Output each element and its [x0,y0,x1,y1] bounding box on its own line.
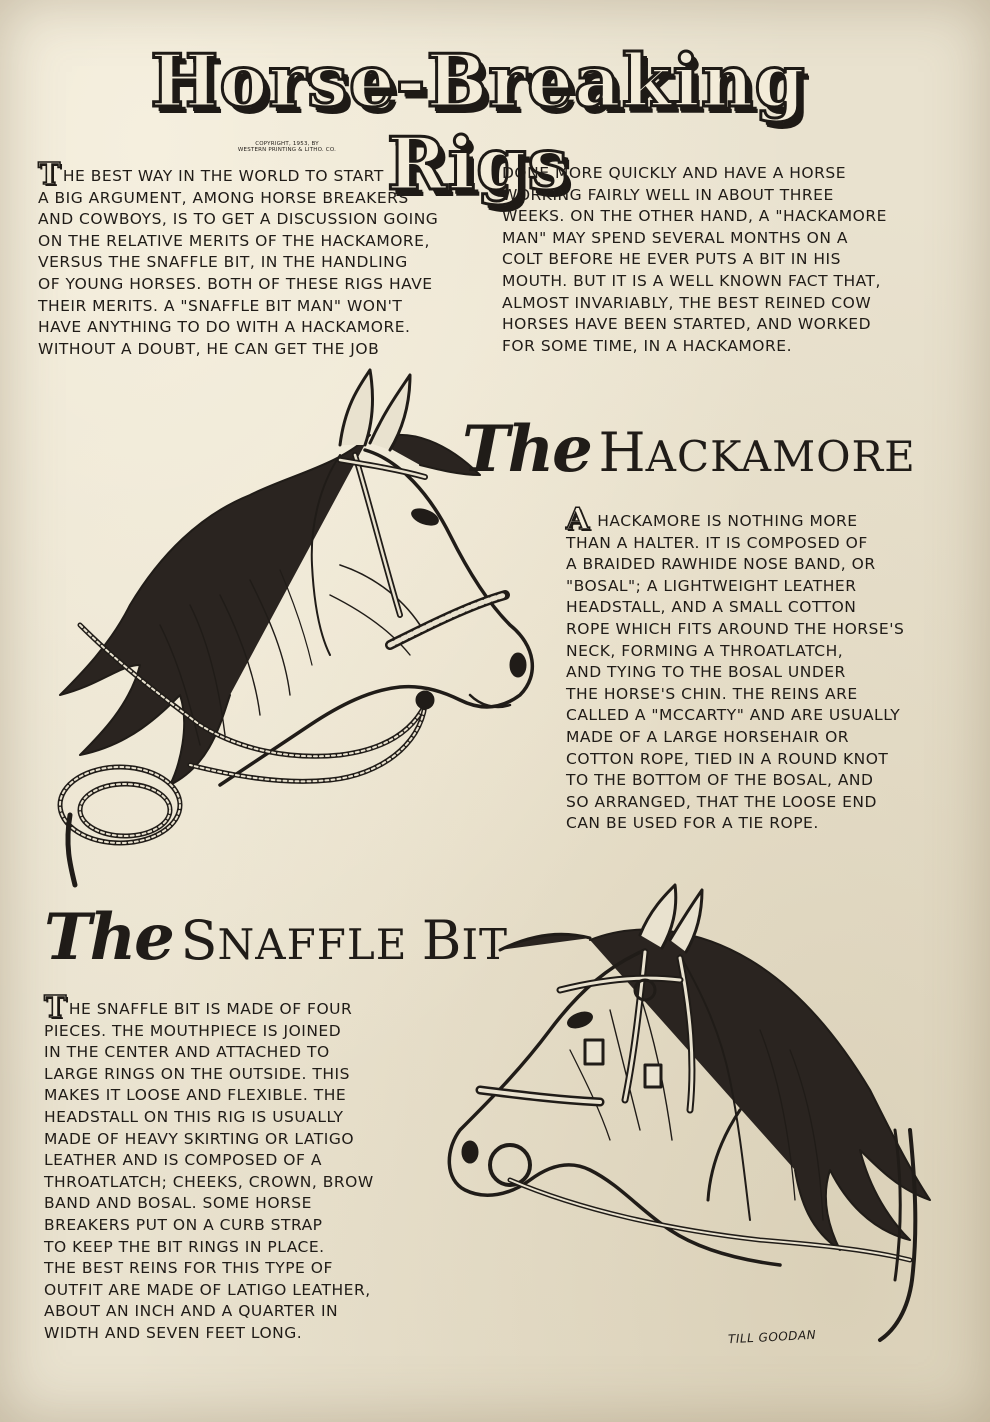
text-line: COLT BEFORE HE EVER PUTS A BIT IN HIS [502,250,841,269]
copyright-line: WESTERN PRINTING & LITHO. CO. [237,147,337,154]
text-line: ALMOST INVARIABLY, THE BEST REINED COW [502,293,872,312]
text-line: NECK, FORMING A THROATLATCH, [566,641,844,660]
text-line: ROPE WHICH FITS AROUND THE HORSE'S [566,619,905,638]
text-line: CAN BE USED FOR A TIE ROPE. [566,814,819,833]
page-title: Horse-Breaking Rigs [150,38,806,206]
heading-initial: H [598,421,646,484]
text-line [566,502,946,537]
heading-the: The [462,412,591,487]
text-line [38,157,478,192]
intro-column-left [38,157,478,360]
text-line: ON THE RELATIVE MERITS OF THE HACKAMORE, [38,231,430,250]
text-line: COTTON ROPE, TIED IN A ROUND KNOT [566,749,889,768]
text-line: "BOSAL"; A LIGHTWEIGHT LEATHER [566,576,857,595]
text-line-content: HACKAMORE IS NOTHING MORE [597,512,858,530]
intro-column-right [502,163,942,357]
snaffle-bit-text [44,990,444,1345]
text-line: WITHOUT A DOUBT, HE CAN GET THE JOB [38,339,380,358]
heading-initial: S [180,909,218,972]
text-line: WIDTH AND SEVEN FEET LONG. [44,1323,303,1342]
hackamore-heading [462,412,916,487]
text-line: FOR SOME TIME, IN A HACKAMORE. [502,336,792,355]
drop-cap: T [38,157,61,192]
text-line: TO THE BOTTOM OF THE BOSAL, AND [566,771,874,790]
text-line: IN THE CENTER AND ATTACHED TO [44,1043,330,1062]
text-line [44,990,444,1025]
text-line: MOUTH. BUT IT IS A WELL KNOWN FACT THAT, [502,271,881,290]
text-line: WORKING FAIRLY WELL IN ABOUT THREE [502,185,834,204]
text-line: LEATHER AND IS COMPOSED OF A [44,1151,322,1170]
text-line: ABOUT AN INCH AND A QUARTER IN [44,1302,339,1321]
copyright-line: COPYRIGHT, 1953, BY [255,141,319,147]
text-line: MAN" MAY SPEND SEVERAL MONTHS ON A [502,228,848,247]
heading-rest: IT [461,920,509,969]
text-line: BAND AND BOSAL. SOME HORSE [44,1194,312,1213]
text-line: A BRAIDED RAWHIDE NOSE BAND, OR [566,555,876,574]
hackamore-text [566,502,946,835]
text-line: SO ARRANGED, THAT THE LOOSE END [566,792,877,811]
text-line: TO KEEP THE BIT RINGS IN PLACE. [44,1237,325,1256]
text-line: A BIG ARGUMENT, AMONG HORSE BREAKERS [38,188,409,207]
text-line: PIECES. THE MOUTHPIECE IS JOINED [44,1021,342,1040]
text-line: MAKES IT LOOSE AND FLEXIBLE. THE [44,1086,347,1105]
heading-the: The [44,900,173,975]
text-line: DONE MORE QUICKLY AND HAVE A HORSE [502,164,847,182]
text-line: OUTFIT ARE MADE OF LATIGO LEATHER, [44,1280,371,1299]
text-line: HAVE ANYTHING TO DO WITH A HACKAMORE. [38,318,411,337]
text-line: OF YOUNG HORSES. BOTH OF THESE RIGS HAVE [38,274,433,293]
text-line: AND TYING TO THE BOSAL UNDER [566,663,846,682]
text-line: THEIR MERITS. A "SNAFFLE BIT MAN" WON'T [38,296,403,315]
snaffle-bit-horse-illustration [440,880,950,1350]
drop-cap: A [566,502,590,537]
text-line: THROATLATCH; CHEEKS, CROWN, BROW [44,1172,374,1191]
text-line: THE HORSE'S CHIN. THE REINS ARE [566,684,858,703]
text-line: MADE OF HEAVY SKIRTING OR LATIGO [44,1129,355,1148]
text-line: HORSES HAVE BEEN STARTED, AND WORKED [502,315,872,334]
text-line: THAN A HALTER. IT IS COMPOSED OF [566,533,868,552]
text-line: VERSUS THE SNAFFLE BIT, IN THE HANDLING [38,253,408,272]
drop-cap: T [44,990,67,1025]
text-line: AND COWBOYS, IS TO GET A DISCUSSION GOING [38,210,439,229]
text-line: BREAKERS PUT ON A CURB STRAP [44,1215,323,1234]
heading-rest: ACKAMORE [645,432,916,481]
artist-signature: TILL GOODAN [727,1327,817,1347]
snaffle-bit-heading [44,900,508,975]
text-line: HEADSTALL ON THIS RIG IS USUALLY [44,1107,344,1126]
text-line: CALLED A "MCCARTY" AND ARE USUALLY [566,706,901,725]
heading-rest: NAFFLE [217,920,422,969]
text-line-content: HE BEST WAY IN THE WORLD TO START [62,167,384,185]
heading-initial: B [421,909,462,972]
text-line: WEEKS. ON THE OTHER HAND, A "HACKAMORE [502,207,887,226]
text-line: THE BEST REINS FOR THIS TYPE OF [44,1259,333,1278]
text-line: MADE OF A LARGE HORSEHAIR OR [566,727,850,746]
text-line: HEADSTALL, AND A SMALL COTTON [566,598,857,617]
copyright-notice [212,141,362,154]
text-line: LARGE RINGS ON THE OUTSIDE. THIS [44,1064,350,1083]
text-line-content: HE SNAFFLE BIT IS MADE OF FOUR [68,1000,353,1018]
